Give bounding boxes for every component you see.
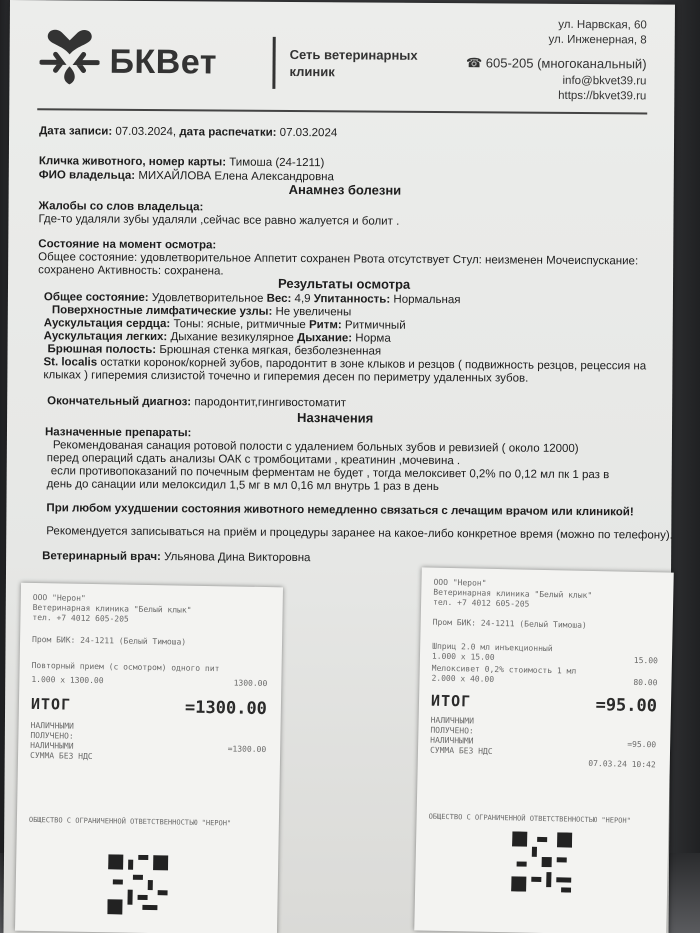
receipt-pay-2: ПОЛУЧЕНО: [30,730,74,741]
clinic-phone [466,55,647,72]
receipt-pay-1: НАЛИЧНЫМИ [30,720,74,731]
diagnosis [47,394,346,410]
state-label: Состояние на момент осмотра: [38,238,217,252]
receipt-phone: тел. +7 4012 605-205 [32,612,129,624]
receipt-org: ООО "Нерон" [32,592,86,603]
brand-name: БКВет [109,42,218,82]
owner-value: МИХАЙЛОВА Елена Александровна [138,169,334,184]
nutrition-value: Нормальная [393,293,461,307]
receipt-card: Пром БИК: 24-1211 (Белый Тимоша) [31,634,187,647]
lymph-label: Поверхностные лимфатические узлы: [51,304,273,318]
rhythm-label: Ритм: [308,319,342,332]
local-line-1: остатки коронок/корней зубов, пародонтит в зоне клыков и резцов ( подвижность резцов, рецессия на [100,356,647,373]
vet-label: Ветеринарный врач: [42,550,161,564]
receipt-qty-1: 1.000 х 15.00 [431,651,495,662]
receipt-sum-1: 15.00 [633,655,659,666]
breath-label: Дыхание: [297,332,353,345]
prescriptions-sub: Назначенные препараты: [44,426,192,440]
exam-heading: Результаты осмотра [277,275,411,292]
heart-value: Тоны: ясные, ритмичные [173,318,306,332]
receipt-qty: 1.000 х 1300.00 [31,674,104,686]
logo-divider [272,37,275,89]
record-dates [39,124,337,140]
date-label: Дата записи: [39,125,113,138]
qr-code-icon [511,831,572,892]
general-value: Удовлетворительное [151,291,264,305]
receipt-total-label: ИТОГ [430,691,472,711]
phone-icon: ☎ [465,55,486,71]
receipt-pay-value: =1300.00 [227,744,267,755]
clinic-contacts [558,74,646,105]
receipt-qty-sum: 1300.00 [233,678,268,689]
receipt-pay-1: НАЛИЧНЫМИ [430,715,475,726]
heart-label: Аускультация сердца: [43,317,171,331]
clinic-site: https://bkvet39.ru [558,89,647,103]
receipt-clinic: Ветеринарная клиника "Белый клык" [32,602,192,615]
phone-number: 605-205 (многоканальный) [485,55,647,72]
local-label: St. localis [43,356,98,369]
lungs-label: Аускультация легких: [43,330,168,344]
address-1: ул. Нарвская, 60 [558,18,647,32]
weight-label: Вес: [266,292,292,305]
prescription-line-4: день до санации или мелоксидил 1,5 мг в мл 0,16 мл внутрь 1 раз в день [46,478,439,494]
general-label: Общее состояние: [43,291,149,304]
receipt-pay-4: СУММА БЕЗ НДС [429,745,493,756]
warning-text: При любом ухудшении состояния животного немедленно связаться с лечащим врачом или клиникой! [46,502,634,519]
receipt-total-label: ИТОГ [30,694,72,714]
diagnosis-label: Окончательный диагноз: [47,395,192,409]
clinic-logo-icon [39,28,99,86]
abdomen-label: Брюшная полость: [47,343,157,357]
receipt-left [15,583,283,933]
abdomen-value: Брюшная стенка мягкая, безболезненная [159,344,382,358]
pet-value: Тимоша (24-1211) [229,156,325,170]
receipt-service-2: Мелоксивет 0,2% стоимость 1 мл [431,663,577,676]
network-line-1: Сеть ветеринарных [289,46,418,63]
prescriptions-heading: Назначения [297,410,374,426]
receipt-pay-3: НАЛИЧНЫМИ [30,740,74,751]
header-divider [37,108,647,114]
receipt-bottom: ОБЩЕСТВО С ОГРАНИЧЕННОЙ ОТВЕТСТВЕННОСТЬЮ "НЕРОН" [28,815,232,828]
weight-value: 4,9 [294,292,311,306]
breath-value: Норма [355,332,391,345]
receipt-pay-value: =95.00 [627,739,657,750]
clinic-email: info@bkvet39.ru [562,74,647,88]
vet-signature [42,549,310,565]
print-value: 07.03.2024 [279,126,338,140]
receipt-bottom: ОБЩЕСТВО С ОГРАНИЧЕННОЙ ОТВЕТСТВЕННОСТЬЮ "НЕРОН" [428,812,631,825]
receipt-total-value: =95.00 [595,695,658,717]
clinic-network-label [289,46,429,81]
lungs-value: Дыхание везикулярное [170,331,294,344]
qr-code-icon [107,854,168,915]
receipt-pay-2: ПОЛУЧЕНО: [430,725,474,736]
receipt-date: 07.03.24 10:42 [588,758,656,770]
receipt-org: ООО "Нерон" [433,577,487,588]
rhythm-value: Ритмичный [344,319,406,332]
receipt-total-value: =1300.00 [184,697,268,720]
pet-label: Кличка животного, номер карты: [38,155,227,169]
complaints-label: Жалобы со слов владельца: [38,200,204,214]
appointment-note: Рекомендуется записываться на приём и процедуры заранее на какое-либо конкретное время (можно по телефону). [46,525,673,542]
receipt-right [414,567,674,933]
vet-name: Ульянова Дина Викторовна [164,551,311,565]
receipt-clinic: Ветеринарная клиника "Белый клык" [433,587,593,600]
prescription-line-2: перед операций сдать анализы ОАК с тромбоцитами , креатинин ,мочевина . [46,452,461,468]
receipt-qty-2: 2.000 х 40.00 [431,673,495,684]
prescription-line-1: Рекомендованая санация ротовой полости с удалением больных зубов и ревизией ( около 12000) [52,439,579,455]
state-line-1: Общее состояние: удовлетворительное Аппетит сохранен Рвота отсутствует Стул: неизменен Мочеиспускание: [38,251,639,268]
diagnosis-value: пародонтит,гингивостоматит [194,396,347,410]
receipt-pay-4: СУММА БЕЗ НДС [29,750,93,762]
local-line-2: клыках ) гиперемия слизистой точечно и гиперемия десен по периметру удаленных зубов. [43,369,529,385]
receipt-pay-3: НАЛИЧНЫМИ [430,735,474,746]
anamnesis-heading: Анамнез болезни [288,181,402,198]
clinic-addresses [548,18,646,49]
print-label: дата распечатки: [179,126,277,139]
lymph-value: Не увеличены [275,305,352,319]
network-line-2: клиник [289,63,335,80]
receipt-card: Пром БИК: 24-1211 (Белый Тимоша) [432,617,587,630]
date-value: 07.03.2024, [115,125,177,139]
address-2: ул. Инженерная, 8 [548,33,647,47]
receipt-service: Повторный прием (с осмотром) одного пит [31,660,220,674]
receipt-sum-2: 80.00 [633,677,658,688]
state-line-2: сохранено Активность: сохранена. [38,264,224,278]
prescription-line-3: если противопоказаний по почечным ферментам не будет , тогда мелоксивет 0,2% по 0,12 мл пк 1 раз в [50,465,610,482]
nutrition-label: Упитанность: [313,293,391,306]
receipt-phone: тел. +7 4012 605-205 [433,597,530,609]
receipt-service-1: Шприц 2.0 мл инъекционный [432,641,553,654]
complaints-text: Где-то удаляли зубы удаляли ,сейчас все равно жалуется и болит . [38,213,400,228]
owner-label: ФИО владельца: [38,169,136,182]
